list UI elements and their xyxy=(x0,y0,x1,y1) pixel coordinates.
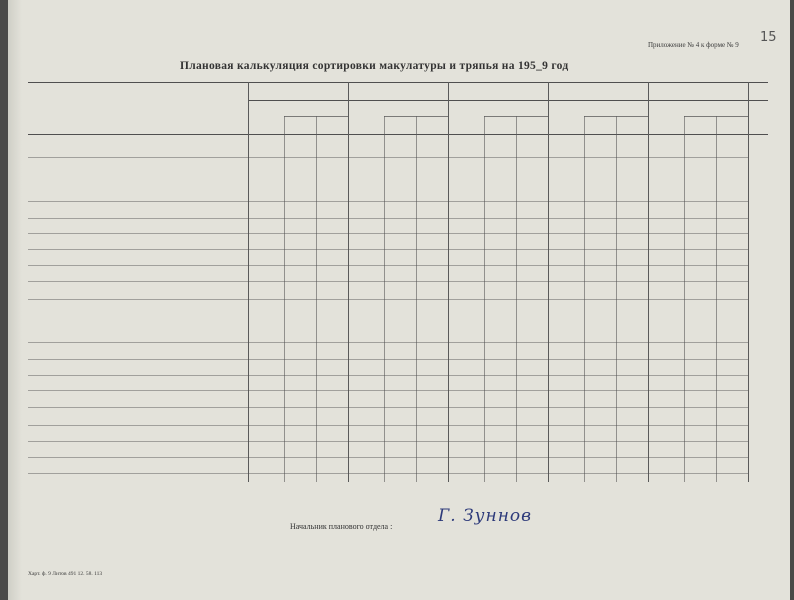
table-right-border xyxy=(748,82,749,482)
row-rule xyxy=(28,265,748,266)
sheet-number: 15 xyxy=(760,30,777,45)
document-title: Плановая калькуляция сортировки макулатуры и тряпья на 195_9 год xyxy=(180,60,569,72)
sort-row-rule xyxy=(248,100,768,101)
row-rule xyxy=(28,441,748,442)
calculation-table xyxy=(8,0,790,600)
row-rule xyxy=(28,281,748,282)
header-top-rule xyxy=(28,82,768,83)
print-note: Харт. ф. 9 Литов 491 12. 58. 113 xyxy=(28,571,103,577)
row-rule xyxy=(28,359,748,360)
document-sheet xyxy=(8,0,790,600)
row-rule xyxy=(28,425,748,426)
row-rule xyxy=(28,299,748,300)
row-rule xyxy=(28,473,748,474)
header-bottom-rule xyxy=(28,134,768,135)
group-border xyxy=(248,82,249,482)
group-border xyxy=(448,82,449,482)
group-border xyxy=(648,82,649,482)
row-rule xyxy=(28,375,748,376)
row-rule xyxy=(28,249,748,250)
chief-label: Начальник планового отдела : xyxy=(290,522,393,531)
group-border xyxy=(348,82,349,482)
row-rule xyxy=(28,218,748,219)
group-border xyxy=(548,82,549,482)
row-rule xyxy=(28,390,748,391)
row-rule xyxy=(28,407,748,408)
row-rule xyxy=(28,233,748,234)
row-rule xyxy=(28,342,748,343)
row-rule xyxy=(28,201,748,202)
appendix-note: Приложение № 4 к форме № 9 xyxy=(648,41,739,49)
row-rule xyxy=(28,157,748,158)
row-rule xyxy=(28,457,748,458)
signature: Г. Зуннов xyxy=(438,506,533,526)
